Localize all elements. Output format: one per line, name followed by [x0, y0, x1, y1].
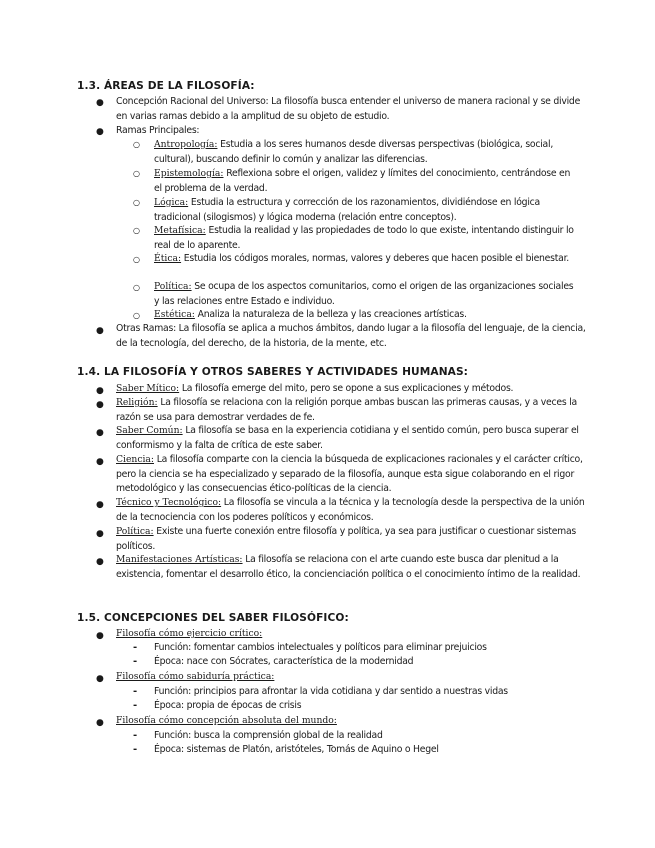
bullet-disc: ● — [96, 428, 104, 438]
bullet-circle: ○ — [133, 198, 140, 207]
item-term: Otras Ramas: — [116, 323, 176, 334]
bullet-dash: - — [133, 744, 138, 755]
list-item-ejercicio-critico — [116, 627, 586, 642]
list-item-saber-comun — [116, 424, 586, 453]
bullet-dash: - — [133, 642, 138, 653]
list-item-estetica — [154, 308, 574, 323]
item-term: Saber Mítico: — [116, 383, 180, 394]
item-term: Ciencia: — [116, 454, 154, 465]
bullet-disc: ● — [96, 457, 104, 467]
list-item-funcion: Función: principios para afrontar la vida cotidiana y dar sentido a nuestras vidas — [154, 686, 508, 697]
item-term: Lógica: — [154, 197, 189, 208]
list-item-antropologia — [154, 138, 574, 167]
list-item-epoca: Época: nace con Sócrates, característica de la modernidad — [154, 656, 414, 667]
bullet-dash: - — [133, 656, 138, 667]
list-item-funcion: Función: busca la comprensión global de la realidad — [154, 730, 383, 741]
list-item-etica — [154, 252, 574, 267]
item-text: La filosofía se relaciona con la religión porque ambas buscan las primeras causas, y a veces la razón se usa para demostrar verdades de fe. — [116, 397, 577, 423]
item-term: Ética: — [154, 253, 182, 264]
item-term: Concepción Racional del Universo: — [116, 96, 269, 107]
bullet-circle: ○ — [133, 226, 140, 235]
list-item-politica — [154, 280, 574, 309]
list-item-religion — [116, 396, 586, 425]
item-text: La filosofía busca entender el universo de manera racional y se divide en varias ramas debido a la amplitud de su objeto de estudio. — [116, 96, 581, 122]
list-item-concepcion-absoluta — [116, 714, 586, 729]
item-term: Metafísica: — [154, 225, 206, 236]
bullet-disc: ● — [96, 718, 104, 728]
bullet-disc: ● — [96, 631, 104, 641]
bullet-disc: ● — [96, 127, 104, 137]
item-text: Existe una fuerte conexión entre filosofía y política, ya sea para justificar o cuestionar sistemas políticos. — [116, 526, 577, 552]
bullet-circle: ○ — [133, 283, 140, 292]
bullet-circle: ○ — [133, 169, 140, 178]
list-item-ciencia — [116, 453, 586, 497]
item-term: Filosofía cómo sabiduría práctica: — [116, 671, 275, 682]
bullet-dash: - — [133, 700, 138, 711]
item-text: Reflexiona sobre el origen, validez y límites del conocimiento, centrándose en el problema de la verdad. — [154, 168, 571, 194]
item-text: La filosofía se relaciona con el arte cuando este busca dar plenitud a la existencia, fomentar el desarrollo ético, la concienciación política o el conocimiento íntimo de la realidad. — [116, 554, 581, 580]
item-term: Antropología: — [154, 139, 218, 150]
item-term: Epistemología: — [154, 168, 224, 179]
bullet-circle: ○ — [133, 311, 140, 320]
item-term: Manifestaciones Artísticas: — [116, 554, 243, 565]
item-text: La filosofía se vincula a la técnica y la tecnología desde la perspectiva de la unión de la tecnociencia con los poderes políticos y económicos. — [116, 497, 585, 523]
item-term: Filosofía cómo concepción absoluta del mundo: — [116, 715, 337, 726]
list-item-concepcion-racional — [116, 95, 586, 124]
item-term: Política: — [154, 281, 192, 292]
bullet-disc: ● — [96, 400, 104, 410]
list-item-epistemologia — [154, 167, 574, 196]
section-heading-1-5: 1.5. CONCEPCIONES DEL SABER FILOSÓFICO: — [77, 612, 349, 624]
bullet-dash: - — [133, 730, 138, 741]
list-item-manifestaciones-artisticas — [116, 553, 586, 582]
list-item-funcion: Función: fomentar cambios intelectuales y políticos para eliminar prejuicios — [154, 642, 487, 653]
item-text: La filosofía se aplica a muchos ámbitos, dando lugar a la filosofía del lenguaje, de la ciencia, de la tecnología, del derecho, de la historia, de la mente, etc. — [116, 323, 586, 349]
bullet-disc: ● — [96, 500, 104, 510]
list-item-epoca: Época: sistemas de Platón, aristóteles, Tomás de Aquino o Hegel — [154, 744, 439, 755]
list-item-metafisica — [154, 224, 574, 253]
item-text: Estudia a los seres humanos desde diversas perspectivas (biológica, social, cultural), buscando definir lo común y analizar las diferencias. — [154, 139, 554, 165]
list-item-sabiduria-practica — [116, 670, 586, 685]
bullet-disc: ● — [96, 557, 104, 567]
item-term: Ramas Principales: — [116, 125, 200, 136]
bullet-dash: - — [133, 686, 138, 697]
item-text: La filosofía comparte con la ciencia la búsqueda de explicaciones racionales y el carácter crítico, pero la ciencia se ha especializado y separado de la filosofía, aunque esta sigue colaborando en el rigor metodológico y las consecuencias ético-políticas de la ciencia. — [116, 454, 583, 495]
list-item-tecnico-tecnologico — [116, 496, 586, 525]
item-text: La filosofía emerge del mito, pero se opone a sus explicaciones y métodos. — [179, 383, 514, 394]
bullet-disc: ● — [96, 326, 104, 336]
item-term: Religión: — [116, 397, 158, 408]
bullet-disc: ● — [96, 98, 104, 108]
item-term: Saber Común: — [116, 425, 183, 436]
item-text: Estudia los códigos morales, normas, valores y deberes que hacen posible el bienestar. — [181, 253, 570, 264]
item-term: Política: — [116, 526, 154, 537]
section-heading-1-3: 1.3. ÁREAS DE LA FILOSOFÍA: — [77, 80, 255, 92]
list-item-epoca: Época: propia de épocas de crisis — [154, 700, 302, 711]
item-term: Filosofía cómo ejercicio crítico: — [116, 628, 263, 639]
item-text: Analiza la naturaleza de la belleza y las creaciones artísticas. — [194, 309, 467, 320]
bullet-circle: ○ — [133, 255, 140, 264]
list-item-logica — [154, 196, 574, 225]
item-term: Estética: — [154, 309, 195, 320]
bullet-disc: ● — [96, 386, 104, 396]
item-text: Estudia la estructura y corrección de los razonamientos, dividiéndose en lógica tradicional (silogismos) y lógica moderna (relación entre conceptos). — [154, 197, 540, 223]
list-item-ramas-principales — [116, 124, 586, 139]
item-text: Estudia la realidad y las propiedades de todo lo que existe, intentando distinguir lo real de lo aparente. — [154, 225, 574, 251]
item-text: Se ocupa de los aspectos comunitarios, como el origen de las organizaciones sociales y las relaciones entre Estado e individuo. — [154, 281, 574, 307]
section-heading-1-4: 1.4. LA FILOSOFÍA Y OTROS SABERES Y ACTIVIDADES HUMANAS: — [77, 366, 469, 378]
list-item-politica-saber — [116, 525, 586, 554]
bullet-disc: ● — [96, 674, 104, 684]
list-item-otras-ramas — [116, 322, 586, 351]
bullet-circle: ○ — [133, 140, 140, 149]
bullet-disc: ● — [96, 529, 104, 539]
list-item-saber-mitico — [116, 382, 586, 397]
item-text: La filosofía se basa en la experiencia cotidiana y el sentido común, pero busca superar el conformismo y la falta de crítica de este saber. — [116, 425, 579, 451]
item-term: Técnico y Tecnológico: — [116, 497, 222, 508]
